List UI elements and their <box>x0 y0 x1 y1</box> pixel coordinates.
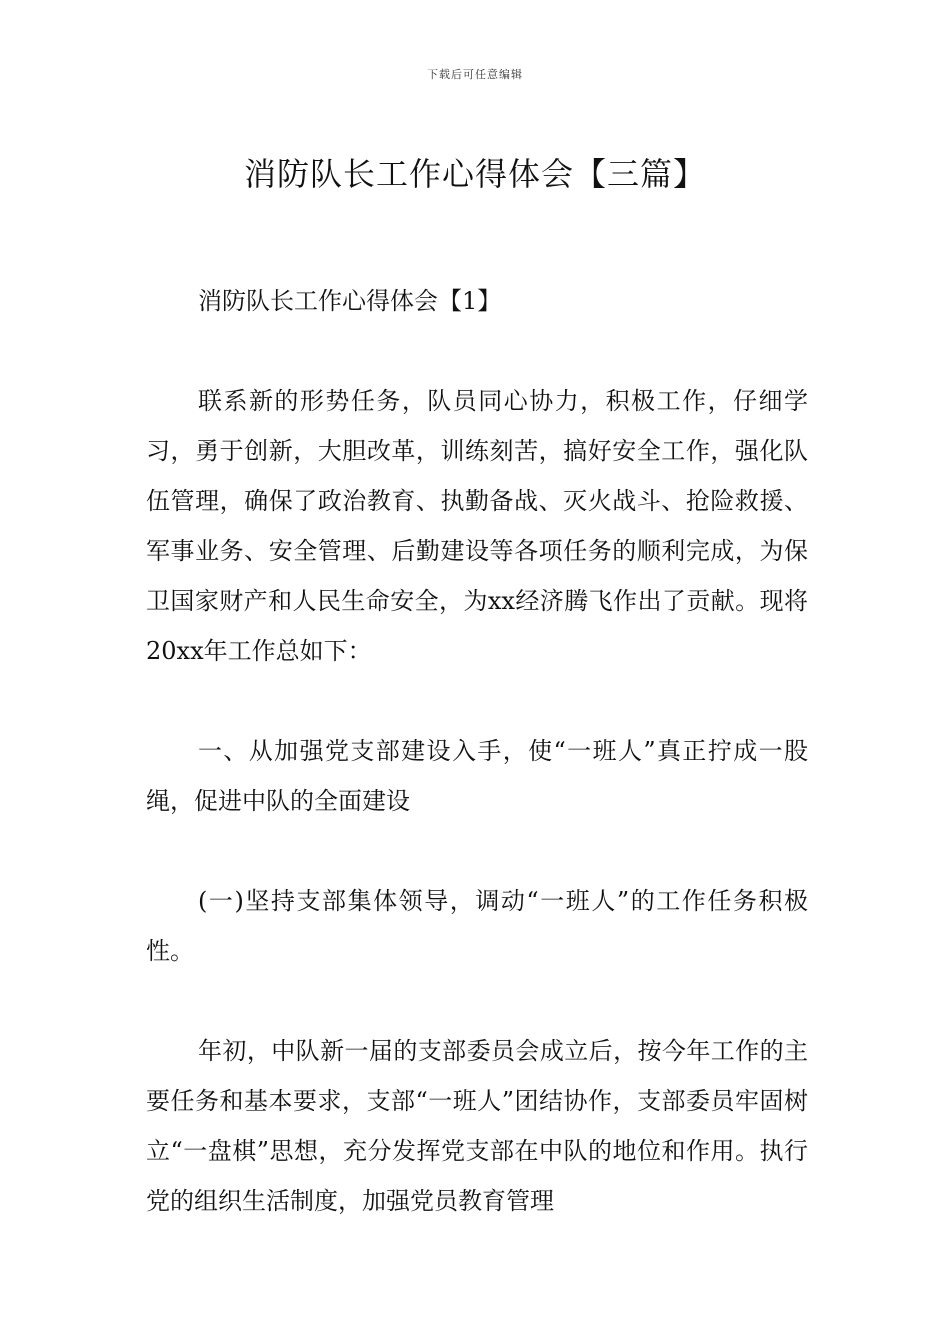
paragraph-intro: 联系新的形势任务，队员同心协力，积极工作，仔细学习，勇于创新，大胆改革，训练刻苦，搞好安全工作，强化队伍管理，确保了政治教育、执勤备战、灭火战斗、抢险救援、军事业务、安全管理、后勤建设等各项任务的顺利完成，为保卫国家财产和人民生命安全，为xx经济腾飞作出了贡献。现将20xx年工作总如下： <box>146 387 808 665</box>
paragraph-body: 年初，中队新一届的支部委员会成立后，按今年工作的主要任务和基本要求，支部“一班人”团结协作，支部委员牢固树立“一盘棋”思想，充分发挥党支部在中队的地位和作用。执行党的组织生活制度，加强党员教育管理 <box>146 1037 808 1215</box>
section-heading-1: 消防队长工作心得体会【1】 <box>198 287 502 315</box>
paragraph-section-one: 一、从加强党支部建设入手，使“一班人”真正拧成一股绳，促进中队的全面建设 <box>146 737 808 815</box>
document-title: 消防队长工作心得体会【三篇】 <box>243 155 706 194</box>
paragraph-subsection-one: (一)坚持支部集体领导，调动“一班人”的工作任务积极性。 <box>146 887 808 965</box>
header-note: 下载后可任意编辑 <box>427 68 523 81</box>
document-body <box>146 276 808 1276</box>
